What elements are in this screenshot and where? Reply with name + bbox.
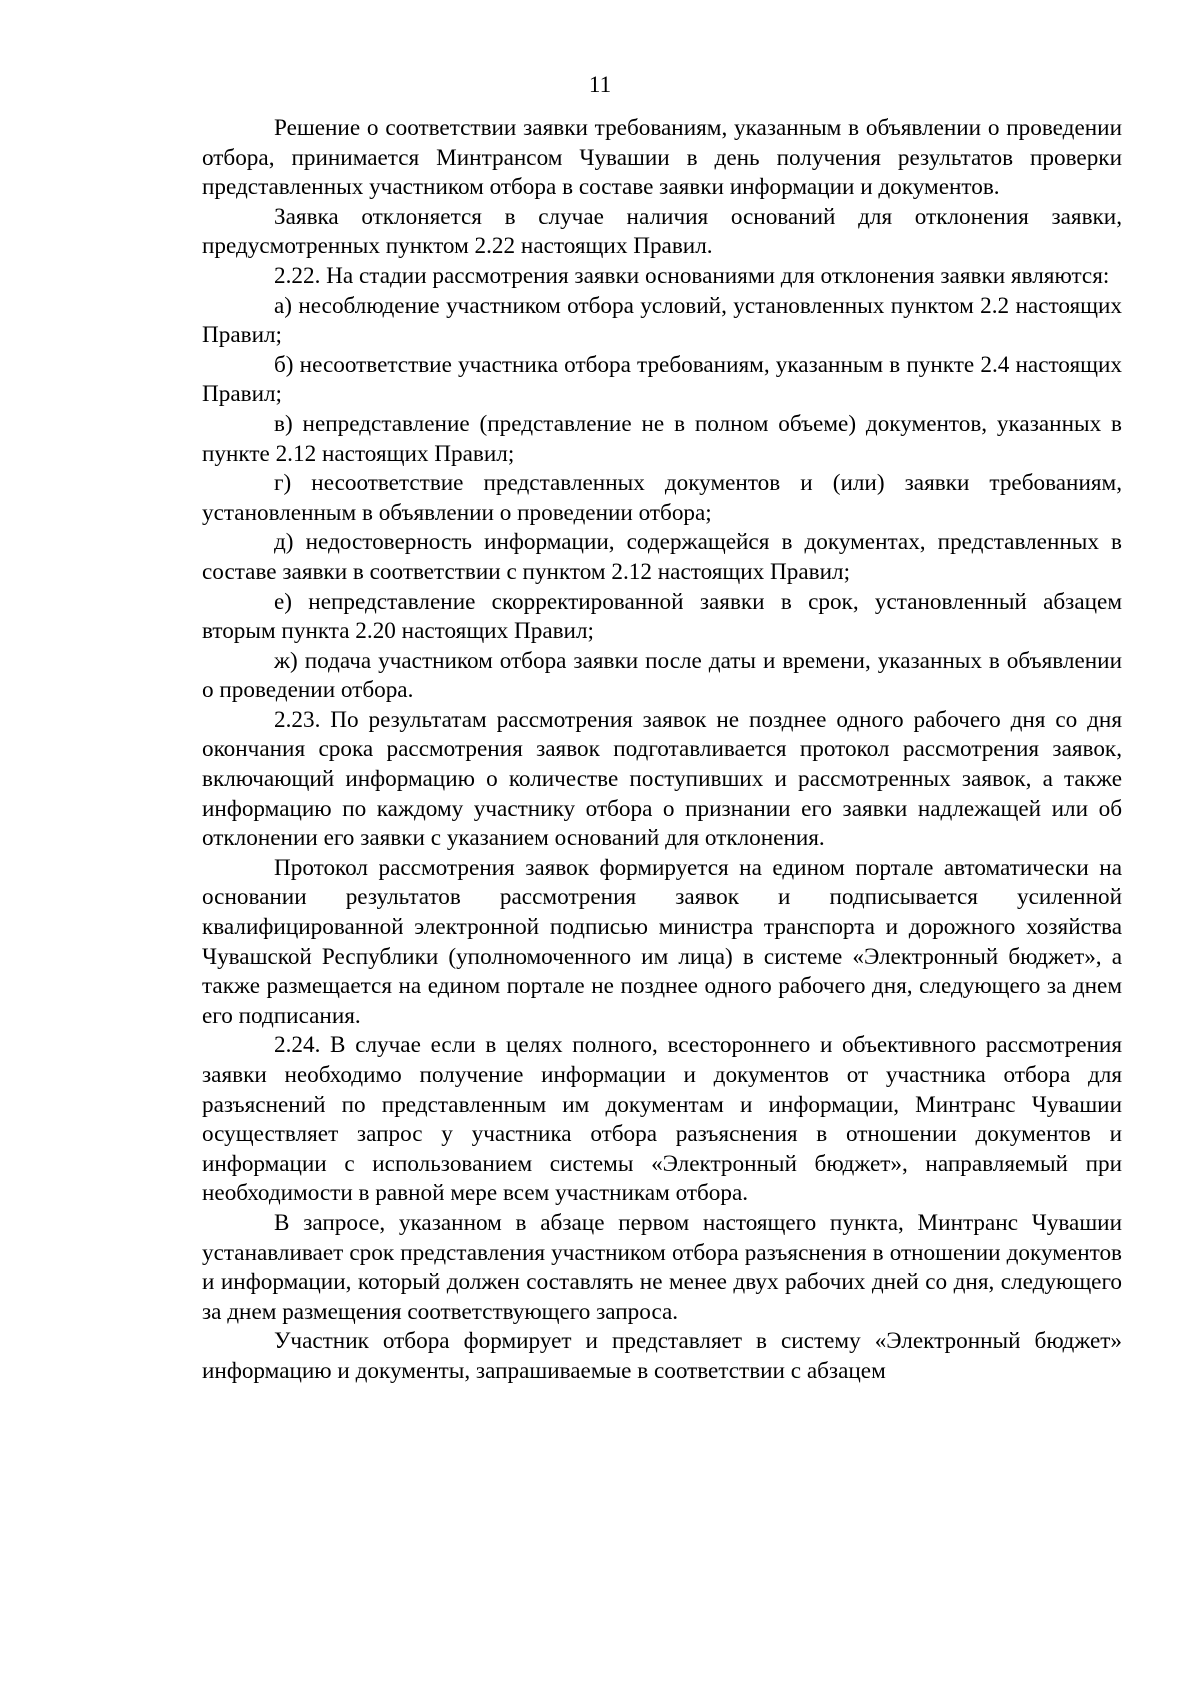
- list-item-d: д) недостоверность информации, содержащейся в документах, представленных в составе заявки в соответствии с пунктом 2.12 настоящих Правил;: [202, 529, 1122, 585]
- list-item-zh: ж) подача участником отбора заявки после даты и времени, указанных в объявлении о проведении отбора.: [202, 647, 1122, 704]
- list-item-g: г) несоответствие представленных документов и (или) заявки требованиям, установленным в объявлении о проведении отбора;: [202, 470, 1122, 526]
- list-item-v: в) непредставление (представление не в полном объеме) документов, указанных в пункте 2.12 настоящих Правил;: [202, 410, 1122, 467]
- paragraph-protocol: Протокол рассмотрения заявок формируется на едином портале автоматически на основании результатов рассмотрения заявок и подписывается усиленной квалифицированной электронной подписью министра транспорта и дорожного хозяйства Чувашской Республики (уполномоченного им лица) в системе «Электронный бюджет», а также размещается на едином портале не позднее одного рабочего дня, следующего за днем его подписания.: [202, 854, 1122, 1029]
- paragraph-2-22: 2.22. На стадии рассмотрения заявки основаниями для отклонения заявки являются:: [274, 262, 1110, 289]
- paragraph-rejection: Заявка отклоняется в случае наличия оснований для отклонения заявки, предусмотренных пунктом 2.22 настоящих Правил.: [202, 203, 1122, 260]
- paragraph-2-24: 2.24. В случае если в целях полного, всестороннего и объективного рассмотрения заявки необходимо получение информации и документов от участника отбора для разъяснений по представленным им документам и информации, Минтранс Чувашии осуществляет запрос у участника отбора разъяснения в отношении документов и информации с использованием системы «Электронный бюджет», направляемый при необходимости в равной мере всем участникам отбора.: [202, 1032, 1122, 1207]
- list-item-a: а) несоблюдение участником отбора условий, установленных пунктом 2.2 настоящих Правил;: [202, 292, 1122, 349]
- paragraph-request-term: В запросе, указанном в абзаце первом настоящего пункта, Минтранс Чувашии устанавливает срок представления участником отбора разъяснения в отношении документов и информации, который должен составлять не менее двух рабочих дней со дня, следующего за днем размещения соответствующего запроса.: [202, 1209, 1122, 1325]
- paragraph-participant: Участник отбора формирует и представляет в систему «Электронный бюджет» информацию и документы, запрашиваемые в соответствии с абзацем: [202, 1328, 1122, 1384]
- list-item-b: б) несоответствие участника отбора требованиям, указанным в пункте 2.4 настоящих Правил;: [202, 351, 1122, 408]
- page-number: 11: [588, 72, 612, 97]
- list-item-e: е) непредставление скорректированной заявки в срок, установленный абзацем вторым пункта 2.20 настоящих Правил;: [202, 588, 1122, 645]
- paragraph-decision: Решение о соответствии заявки требованиям, указанным в объявлении о проведении отбора, принимается Минтрансом Чувашии в день получения результатов проверки представленных участником отбора в составе заявки информации и документов.: [202, 115, 1122, 201]
- document-body: [202, 114, 1122, 1387]
- paragraph-2-23: 2.23. По результатам рассмотрения заявок не позднее одного рабочего дня со дня окончания срока рассмотрения заявок подготавливается протокол рассмотрения заявок, включающий информацию о количестве поступивших и рассмотренных заявок, а также информацию по каждому участнику отбора о признании его заявки надлежащей или об отклонении его заявки с указанием оснований для отклонения.: [202, 706, 1122, 852]
